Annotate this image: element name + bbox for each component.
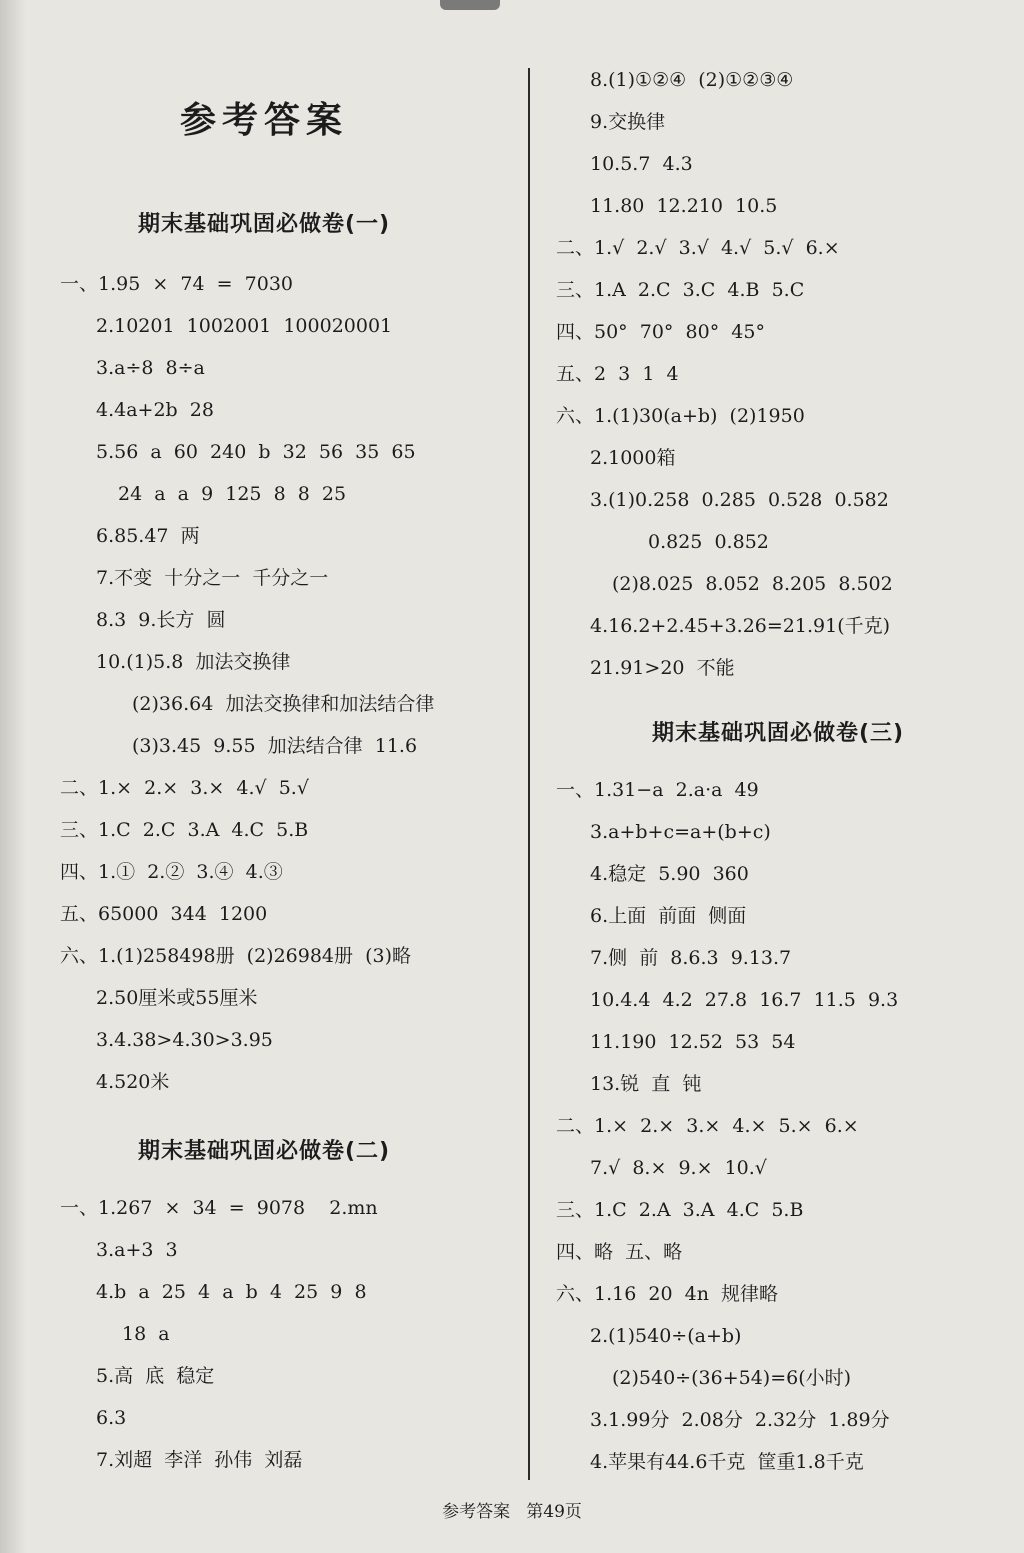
answer-line: 2.50厘米或55厘米: [96, 987, 258, 1009]
answer-line: 7.侧 前 8.6.3 9.13.7: [590, 947, 792, 969]
answer-line: 6.上面 前面 侧面: [590, 905, 747, 927]
answer-line: 3.1.99分 2.08分 2.32分 1.89分: [590, 1409, 890, 1431]
section-title-1: 期末基础巩固必做卷(一): [137, 212, 391, 237]
answer-line: 8.3 9.长方 圆: [96, 609, 226, 631]
column-divider: [528, 68, 530, 1480]
answer-line: 五、65000 344 1200: [60, 903, 268, 925]
answer-line: 一、1.31−a 2.a·a 49: [556, 779, 759, 801]
answer-line: 6.3: [96, 1407, 127, 1429]
section-title-3: 期末基础巩固必做卷(三): [651, 721, 905, 746]
answer-line: 24 a a 9 125 8 8 25: [118, 483, 347, 505]
answer-line: 13.锐 直 钝: [590, 1073, 702, 1095]
answer-line: 11.190 12.52 53 54: [590, 1031, 796, 1053]
answer-line: 一、1.267 × 34 = 9078 2.mn: [60, 1197, 378, 1219]
answer-line: 11.80 12.210 10.5: [590, 195, 778, 217]
answer-line: 10.(1)5.8 加法交换律: [96, 651, 291, 673]
answer-line: 10.4.4 4.2 27.8 16.7 11.5 9.3: [590, 989, 899, 1011]
answer-line: 21.91>20 不能: [590, 657, 735, 679]
answer-line: 5.高 底 稳定: [96, 1365, 215, 1387]
answer-line: 三、1.A 2.C 3.C 4.B 5.C: [556, 279, 805, 301]
page-title: 参考答案: [179, 100, 348, 141]
answer-line: 6.85.47 两: [96, 525, 200, 547]
answer-line: 4.520米: [96, 1071, 170, 1093]
answer-line: 二、1.√ 2.√ 3.√ 4.√ 5.√ 6.×: [556, 237, 840, 259]
answer-line: 0.825 0.852: [648, 531, 769, 553]
answer-line: 2.1000箱: [590, 447, 676, 469]
answer-line: 3.4.38>4.30>3.95: [96, 1029, 273, 1051]
answer-line: 2.10201 1002001 100020001: [96, 315, 393, 337]
answer-line: 3.(1)0.258 0.285 0.528 0.582: [590, 489, 889, 511]
answer-line: 4.苹果有44.6千克 筐重1.8千克: [590, 1451, 864, 1473]
answer-line: 六、1.(1)258498册 (2)26984册 (3)略: [60, 945, 411, 967]
answer-line: 四、1.① 2.② 3.④ 4.③: [60, 861, 283, 883]
answer-line: 9.交换律: [590, 111, 666, 133]
binding-mark: [440, 0, 500, 10]
answer-line: 7.刘超 李洋 孙伟 刘磊: [96, 1449, 303, 1471]
answer-line: 五、2 3 1 4: [556, 363, 679, 385]
answer-line: 二、1.× 2.× 3.× 4.√ 5.√: [60, 777, 309, 799]
answer-line: (3)3.45 9.55 加法结合律 11.6: [132, 735, 418, 757]
answer-line: 4.4a+2b 28: [96, 399, 214, 421]
answer-line: 4.16.2+2.45+3.26=21.91(千克): [590, 615, 891, 637]
answer-line: 8.(1)①②④ (2)①②③④: [590, 69, 794, 91]
answer-line: 7.不变 十分之一 千分之一: [96, 567, 329, 589]
answer-line: 4.b a 25 4 a b 4 25 9 8: [96, 1281, 367, 1303]
section-title-2: 期末基础巩固必做卷(二): [137, 1139, 391, 1164]
answer-line: 4.稳定 5.90 360: [590, 863, 749, 885]
answer-line: 二、1.× 2.× 3.× 4.× 5.× 6.×: [556, 1115, 859, 1137]
answer-line: 三、1.C 2.A 3.A 4.C 5.B: [556, 1199, 804, 1221]
answer-line: 六、1.16 20 4n 规律略: [556, 1283, 779, 1305]
answer-line: (2)540÷(36+54)=6(小时): [612, 1367, 852, 1389]
answer-line: 7.√ 8.× 9.× 10.√: [590, 1157, 767, 1179]
answer-line: 5.56 a 60 240 b 32 56 35 65: [96, 441, 416, 463]
answer-line: 一、1.95 × 74 = 7030: [60, 273, 293, 295]
answer-line: 六、1.(1)30(a+b) (2)1950: [556, 405, 805, 427]
answer-line: (2)8.025 8.052 8.205 8.502: [612, 573, 893, 595]
answer-line: (2)36.64 加法交换律和加法结合律: [132, 693, 435, 715]
answer-line: 3.a+b+c=a+(b+c): [590, 821, 771, 843]
answer-line: 3.a÷8 8÷a: [96, 357, 205, 379]
answer-line: 3.a+3 3: [96, 1239, 178, 1261]
answer-line: 三、1.C 2.C 3.A 4.C 5.B: [60, 819, 309, 841]
answer-line: 18 a: [122, 1323, 170, 1345]
answer-line: 2.(1)540÷(a+b): [590, 1325, 742, 1347]
answer-line: 四、50° 70° 80° 45°: [556, 321, 765, 343]
answer-line: 四、略 五、略: [556, 1241, 683, 1263]
answer-line: 10.5.7 4.3: [590, 153, 693, 175]
page-footer: 参考答案 第49页: [442, 1502, 582, 1522]
